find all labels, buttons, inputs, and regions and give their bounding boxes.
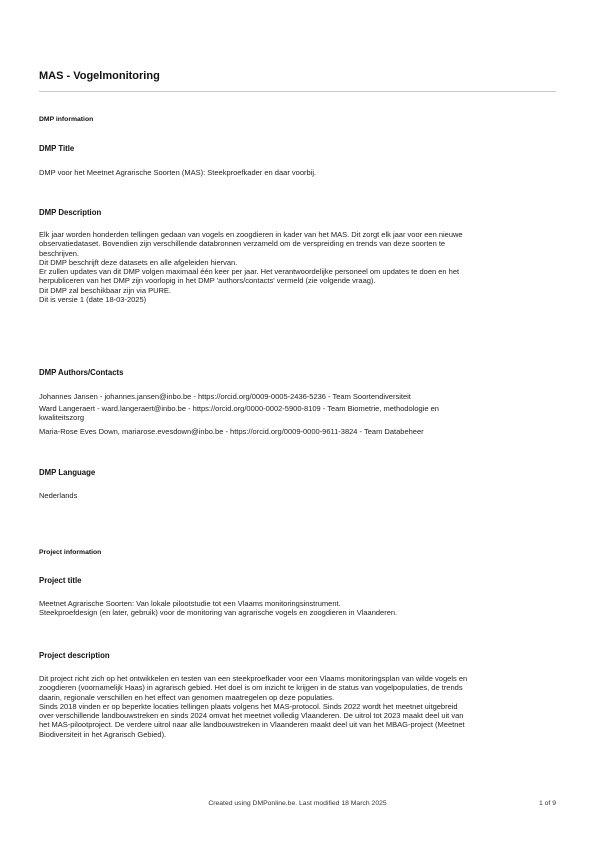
dmp-description-line: herpubliceren van het DMP zijn voorlopig in het DMP 'authors/contacts' vermeld (zie volgende vraag). [39,276,376,286]
project-title-text [39,599,556,618]
project-description-line: Dit project richt zich op het ontwikkelen en testen van een steekproefkader voor een Vlaams monitoringsplan van wilde vogels en [39,674,468,683]
document-title: MAS - Vogelmonitoring [39,70,160,82]
project-description-line: het MAS-pilootproject. De verdere uitrol naar alle landbouwstreken in Vlaanderen maakt deel uit van het MBAG-project (Meetnet [39,720,465,730]
dmp-author-line: Maria-Rose Eves Down, mariarose.evesdown@inbo.be - https://orcid.org/0009-0000-9611-3824 - Team Databeheer [39,427,424,436]
footer-text: Created using DMPonline.be. Last modified 18 March 2025 [208,800,387,807]
heading-dmp-description: DMP Description [39,208,102,217]
dmp-description-line: beschrijven. [39,248,80,258]
heading-project-description: Project description [39,651,110,660]
project-description-line: Sinds 2018 vinden er op beperkte locaties tellingen plaats volgens het MAS-protocol. Sinds 2022 wordt het meetnet uitgebreid [39,701,458,711]
dmp-description-line: observatiedataset. Bovendien zijn verschillende databronnen verzameld om de verspreiding en trends van deze soorten te [39,239,446,249]
heading-dmp-language: DMP Language [39,468,96,477]
dmp-author-line: Johannes Jansen - johannes.jansen@inbo.be - https://orcid.org/0009-0005-2436-5236 - Team Soortendiversiteit [39,392,411,401]
page-number: 1 of 9 [538,800,556,807]
dmp-author-entry [39,427,556,436]
dmp-title-text: DMP voor het Meetnet Agrarische Soorten (MAS): Steekproefkader en daar voorbij. [39,168,317,177]
dmp-description-line: Dit is versie 1 (date 18-03-2025) [39,295,147,305]
dmp-author-line: Ward Langeraert - ward.langeraert@inbo.be - https://orcid.org/0000-0002-5900-8109 - Team Biometrie, methodologie en [39,404,439,413]
dmp-description-text [39,230,556,304]
project-description-text [39,674,556,739]
title-divider [39,91,556,92]
project-description-line: zoogdieren (voornamelijk Haas) in agrarisch gebied. Het doel is om inzicht te krijgen in de status van vogelpopulaties, de trends [39,683,463,693]
heading-dmp-authors: DMP Authors/Contacts [39,368,124,377]
project-description-line: Biodiversiteit in het Agrarisch Gebied). [39,729,167,739]
dmp-author-entry [39,404,556,423]
project-title-line: Steekproefdesign (en later, gebruik) voor de monitoring van agrarische vogels en zoogdieren in Vlaanderen. [39,608,398,618]
dmp-description-line: Elk jaar worden honderden tellingen gedaan van vogels en zoogdieren in kader van het MAS. Dit zorgt elk jaar voor een nieuwe [39,230,463,239]
dmp-language-text: Nederlands [39,491,78,500]
dmp-description-line: Er zullen updates van dit DMP volgen maximaal één keer per jaar. Het verantwoordelijke personeel om updates te doen en het [39,267,460,277]
project-description-line: daarin, regionale verschillen en het effect van genomen maatregelen op deze populaties. [39,692,335,702]
heading-project-title: Project title [39,576,82,585]
section-label-project-information: Project information [39,549,102,556]
dmp-author-entry [39,392,556,401]
project-title-line: Meetnet Agrarische Soorten: Van lokale pilootstudie tot een Vlaams monitoringsinstrument. [39,599,341,608]
dmp-description-line: Dit DMP beschrijft deze datasets en alle afgeleiden hiervan. [39,257,238,267]
section-label-dmp-information: DMP information [39,116,94,123]
project-description-line: over verschillende landbouwstreken en sinds 2024 omvat het meetnet volledig Vlaanderen. De uitrol tot 2023 maakt deel uit van [39,711,464,721]
dmp-author-line: kwaliteitszorg [39,413,85,423]
dmp-description-line: Dit DMP zal beschikbaar zijn via PURE. [39,285,171,295]
heading-dmp-title: DMP Title [39,144,75,153]
